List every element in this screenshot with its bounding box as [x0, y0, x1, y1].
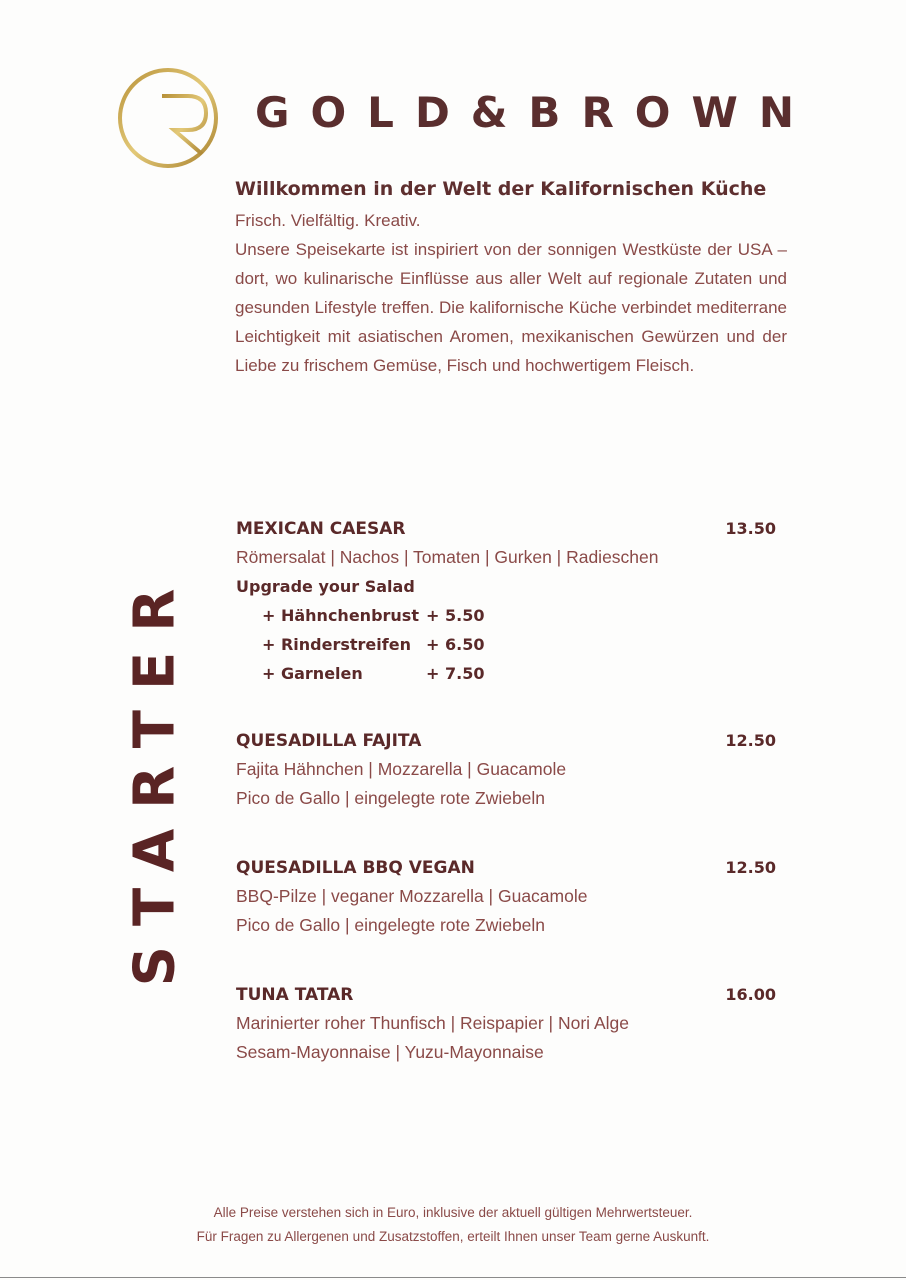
footer-line-allergens: Für Fragen zu Allergenen und Zusatzstoffen, erteilt Ihnen unser Team gerne Auskunft. — [196, 1229, 710, 1244]
menu-item-quesadilla-bbq-vegan — [236, 854, 776, 940]
item-price: 13.50 — [725, 519, 776, 538]
menu-item-quesadilla-fajita — [236, 727, 776, 813]
item-price: 16.00 — [725, 985, 776, 1004]
item-description: Römersalat | Nachos | Tomaten | Gurken | Radieschen — [236, 547, 659, 567]
upgrade-option — [236, 630, 776, 659]
section-title-text: STARTER — [122, 568, 188, 986]
upgrade-name: + Hähnchenbrust — [262, 606, 419, 625]
item-description: BBQ-Pilze | veganer Mozzarella | Guacamole — [236, 886, 588, 906]
upgrade-option — [236, 659, 776, 688]
upgrade-title: Upgrade your Salad — [236, 577, 415, 596]
upgrade-name: + Rinderstreifen — [262, 635, 411, 654]
page-bottom-edge — [0, 1277, 906, 1278]
upgrade-name: + Garnelen — [262, 664, 363, 683]
section-title — [122, 568, 188, 986]
item-price: 12.50 — [725, 858, 776, 877]
item-description: Pico de Gallo | eingelegte rote Zwiebeln — [236, 788, 546, 808]
upgrade-price: + 7.50 — [426, 664, 485, 683]
item-description: Pico de Gallo | eingelegte rote Zwiebeln — [236, 915, 546, 935]
footer-notes — [0, 1201, 906, 1249]
upgrade-option — [236, 601, 776, 630]
menu-item-tuna-tatar — [236, 981, 776, 1067]
intro-section — [235, 178, 787, 380]
item-price: 12.50 — [725, 731, 776, 750]
footer-line-prices: Alle Preise verstehen sich in Euro, inklusive der aktuell gültigen Mehrwertsteuer. — [213, 1205, 693, 1220]
item-description: Sesam-Mayonnaise | Yuzu-Mayonnaise — [236, 1042, 544, 1062]
menu-item-mexican-caesar — [236, 515, 776, 688]
item-name: MEXICAN CAESAR — [236, 519, 406, 539]
brand-name: GOLD&BROWN — [255, 88, 815, 137]
upgrade-price: + 5.50 — [426, 606, 485, 625]
item-name: TUNA TATAR — [236, 985, 354, 1005]
upgrade-price: + 6.50 — [426, 635, 485, 654]
brand-logo-icon — [116, 66, 220, 170]
item-description: Fajita Hähnchen | Mozzarella | Guacamole — [236, 759, 567, 779]
item-description: Marinierter roher Thunfisch | Reispapier | Nori Alge — [236, 1013, 629, 1033]
intro-tagline: Frisch. Vielfältig. Kreativ. — [235, 211, 421, 230]
intro-title: Willkommen in der Welt der Kalifornischen Küche — [235, 178, 767, 200]
item-name: QUESADILLA BBQ VEGAN — [236, 858, 475, 878]
item-name: QUESADILLA FAJITA — [236, 731, 422, 751]
intro-body: Unsere Speisekarte ist inspiriert von der sonnigen Westküste der USA – dort, wo kulinarische Einflüsse aus aller Welt auf regionale Zutaten und gesunden Lifestyle treffen. Die kalifornische Küche verbindet mediterrane Leichtigkeit mit asiatischen Aromen, mexikanischen Gewürzen und der Liebe zu frischem Gemüse, Fisch und hochwertigem Fleisch. — [235, 240, 787, 375]
